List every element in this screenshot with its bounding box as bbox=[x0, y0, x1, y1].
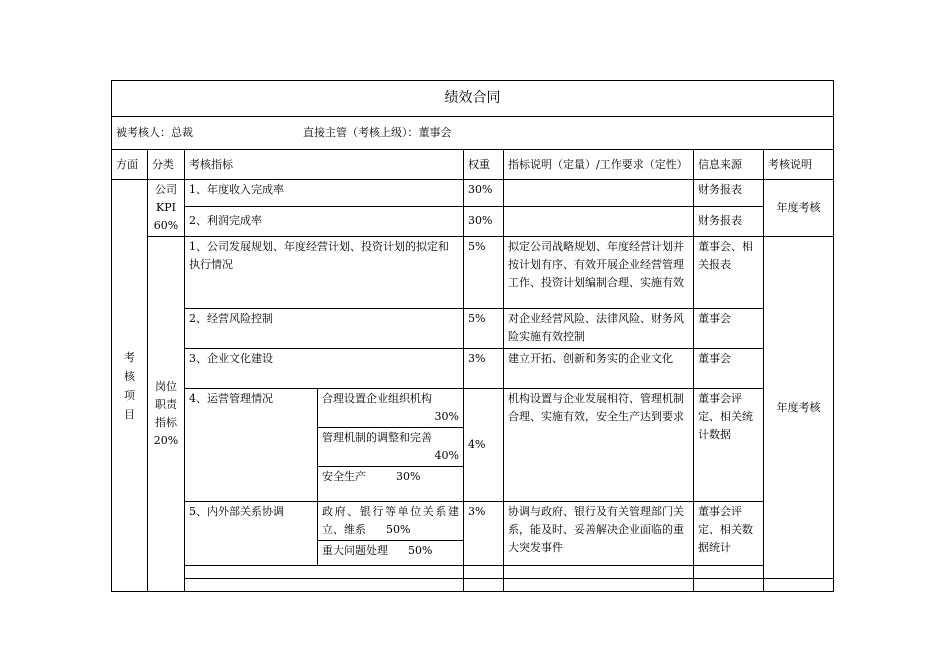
description-cell: 拟定公司战略规划、年度经营计划并按计划有序、有效开展企业经营管理工作、投资计划编制合理、实施有效 bbox=[504, 237, 694, 309]
table-row bbox=[112, 579, 834, 592]
header-category: 分类 bbox=[148, 150, 185, 180]
indicator-cell: 1、公司发展规划、年度经营计划、投资计划的拟定和执行情况 bbox=[185, 237, 464, 309]
source-cell: 董事会 bbox=[694, 349, 764, 389]
source-cell: 财务报表 bbox=[694, 206, 764, 236]
empty-cell bbox=[185, 566, 464, 579]
table-row bbox=[112, 349, 834, 389]
indicator-cell: 4、运营管理情况 bbox=[185, 389, 318, 502]
contract-table bbox=[111, 80, 834, 592]
list-item: 管理机制的调整和完善 40% bbox=[318, 428, 463, 467]
header-row bbox=[112, 150, 834, 180]
empty-cell bbox=[185, 579, 464, 592]
contract-meta bbox=[112, 117, 834, 150]
source-cell: 董事会评定、相关数据统计 bbox=[694, 502, 764, 566]
description-cell: 机构设置与企业发展相符、管理机制合理、实施有效，安全生产达到要求 bbox=[504, 389, 694, 502]
performance-contract bbox=[111, 80, 833, 592]
table-row bbox=[112, 237, 834, 309]
header-source: 信息来源 bbox=[694, 150, 764, 180]
duty-category-cell: 岗位 职责 指标 20% bbox=[148, 237, 185, 592]
weight-cell: 30% bbox=[464, 180, 504, 207]
description-cell: 建立开拓、创新和务实的企业文化 bbox=[504, 349, 694, 389]
source-cell: 财务报表 bbox=[694, 180, 764, 207]
header-description: 指标说明（定量）/工作要求（定性） bbox=[504, 150, 694, 180]
relations-subitems-cell bbox=[318, 502, 464, 566]
list-item: 合理设置企业组织机构 30% bbox=[318, 389, 463, 428]
empty-cell bbox=[464, 579, 504, 592]
description-cell bbox=[504, 180, 694, 207]
table-row bbox=[112, 309, 834, 349]
header-aspect: 方面 bbox=[112, 150, 148, 180]
empty-cell bbox=[764, 579, 834, 592]
weight-cell: 4% bbox=[464, 389, 504, 502]
table-row bbox=[112, 389, 834, 502]
list-item: 政府、银行等单位关系建立、维系 50% bbox=[318, 502, 463, 541]
empty-cell bbox=[504, 579, 694, 592]
source-cell: 董事会 bbox=[694, 309, 764, 349]
list-item: 重大问题处理 50% bbox=[322, 544, 433, 557]
header-note: 考核说明 bbox=[764, 150, 834, 180]
table-row bbox=[112, 566, 834, 579]
table-row bbox=[112, 180, 834, 207]
table-row bbox=[112, 206, 834, 236]
indicator-cell: 2、利润完成率 bbox=[185, 206, 464, 236]
description-cell: 对企业经营风险、法律风险、财务风险实施有效控制 bbox=[504, 309, 694, 349]
empty-cell bbox=[464, 566, 504, 579]
header-indicator: 考核指标 bbox=[185, 150, 464, 180]
weight-cell: 3% bbox=[464, 349, 504, 389]
description-cell bbox=[504, 206, 694, 236]
indicator-cell: 3、企业文化建设 bbox=[185, 349, 464, 389]
header-weight: 权重 bbox=[464, 150, 504, 180]
source-cell: 董事会评定、相关统计数据 bbox=[694, 389, 764, 502]
weight-cell: 5% bbox=[464, 237, 504, 309]
ops-subitems-cell bbox=[318, 389, 464, 502]
table-row bbox=[112, 502, 834, 566]
kpi-note-cell: 年度考核 bbox=[764, 180, 834, 237]
document-title: 绩效合同 bbox=[112, 81, 834, 117]
indicator-cell: 5、内外部关系协调 bbox=[185, 502, 318, 566]
empty-cell bbox=[504, 566, 694, 579]
source-cell: 董事会、相关报表 bbox=[694, 237, 764, 309]
examinee-label: 被考核人：总裁 bbox=[116, 126, 193, 139]
empty-cell bbox=[694, 566, 764, 579]
description-cell: 协调与政府、银行及有关管理部门关系，能及时、妥善解决企业面临的重大突发事件 bbox=[504, 502, 694, 566]
empty-cell bbox=[694, 579, 764, 592]
weight-cell: 5% bbox=[464, 309, 504, 349]
duty-note-cell: 年度考核 bbox=[764, 237, 834, 579]
aspect-cell: 考 核 项 目 bbox=[112, 180, 148, 592]
list-item: 安全生产 30% bbox=[322, 470, 421, 483]
indicator-cell: 2、经营风险控制 bbox=[185, 309, 464, 349]
supervisor-label: 直接主管（考核上级）：董事会 bbox=[303, 126, 452, 139]
weight-cell: 3% bbox=[464, 502, 504, 566]
weight-cell: 30% bbox=[464, 206, 504, 236]
indicator-cell: 1、年度收入完成率 bbox=[185, 180, 464, 207]
kpi-category-cell: 公司 KPI 60% bbox=[148, 180, 185, 237]
